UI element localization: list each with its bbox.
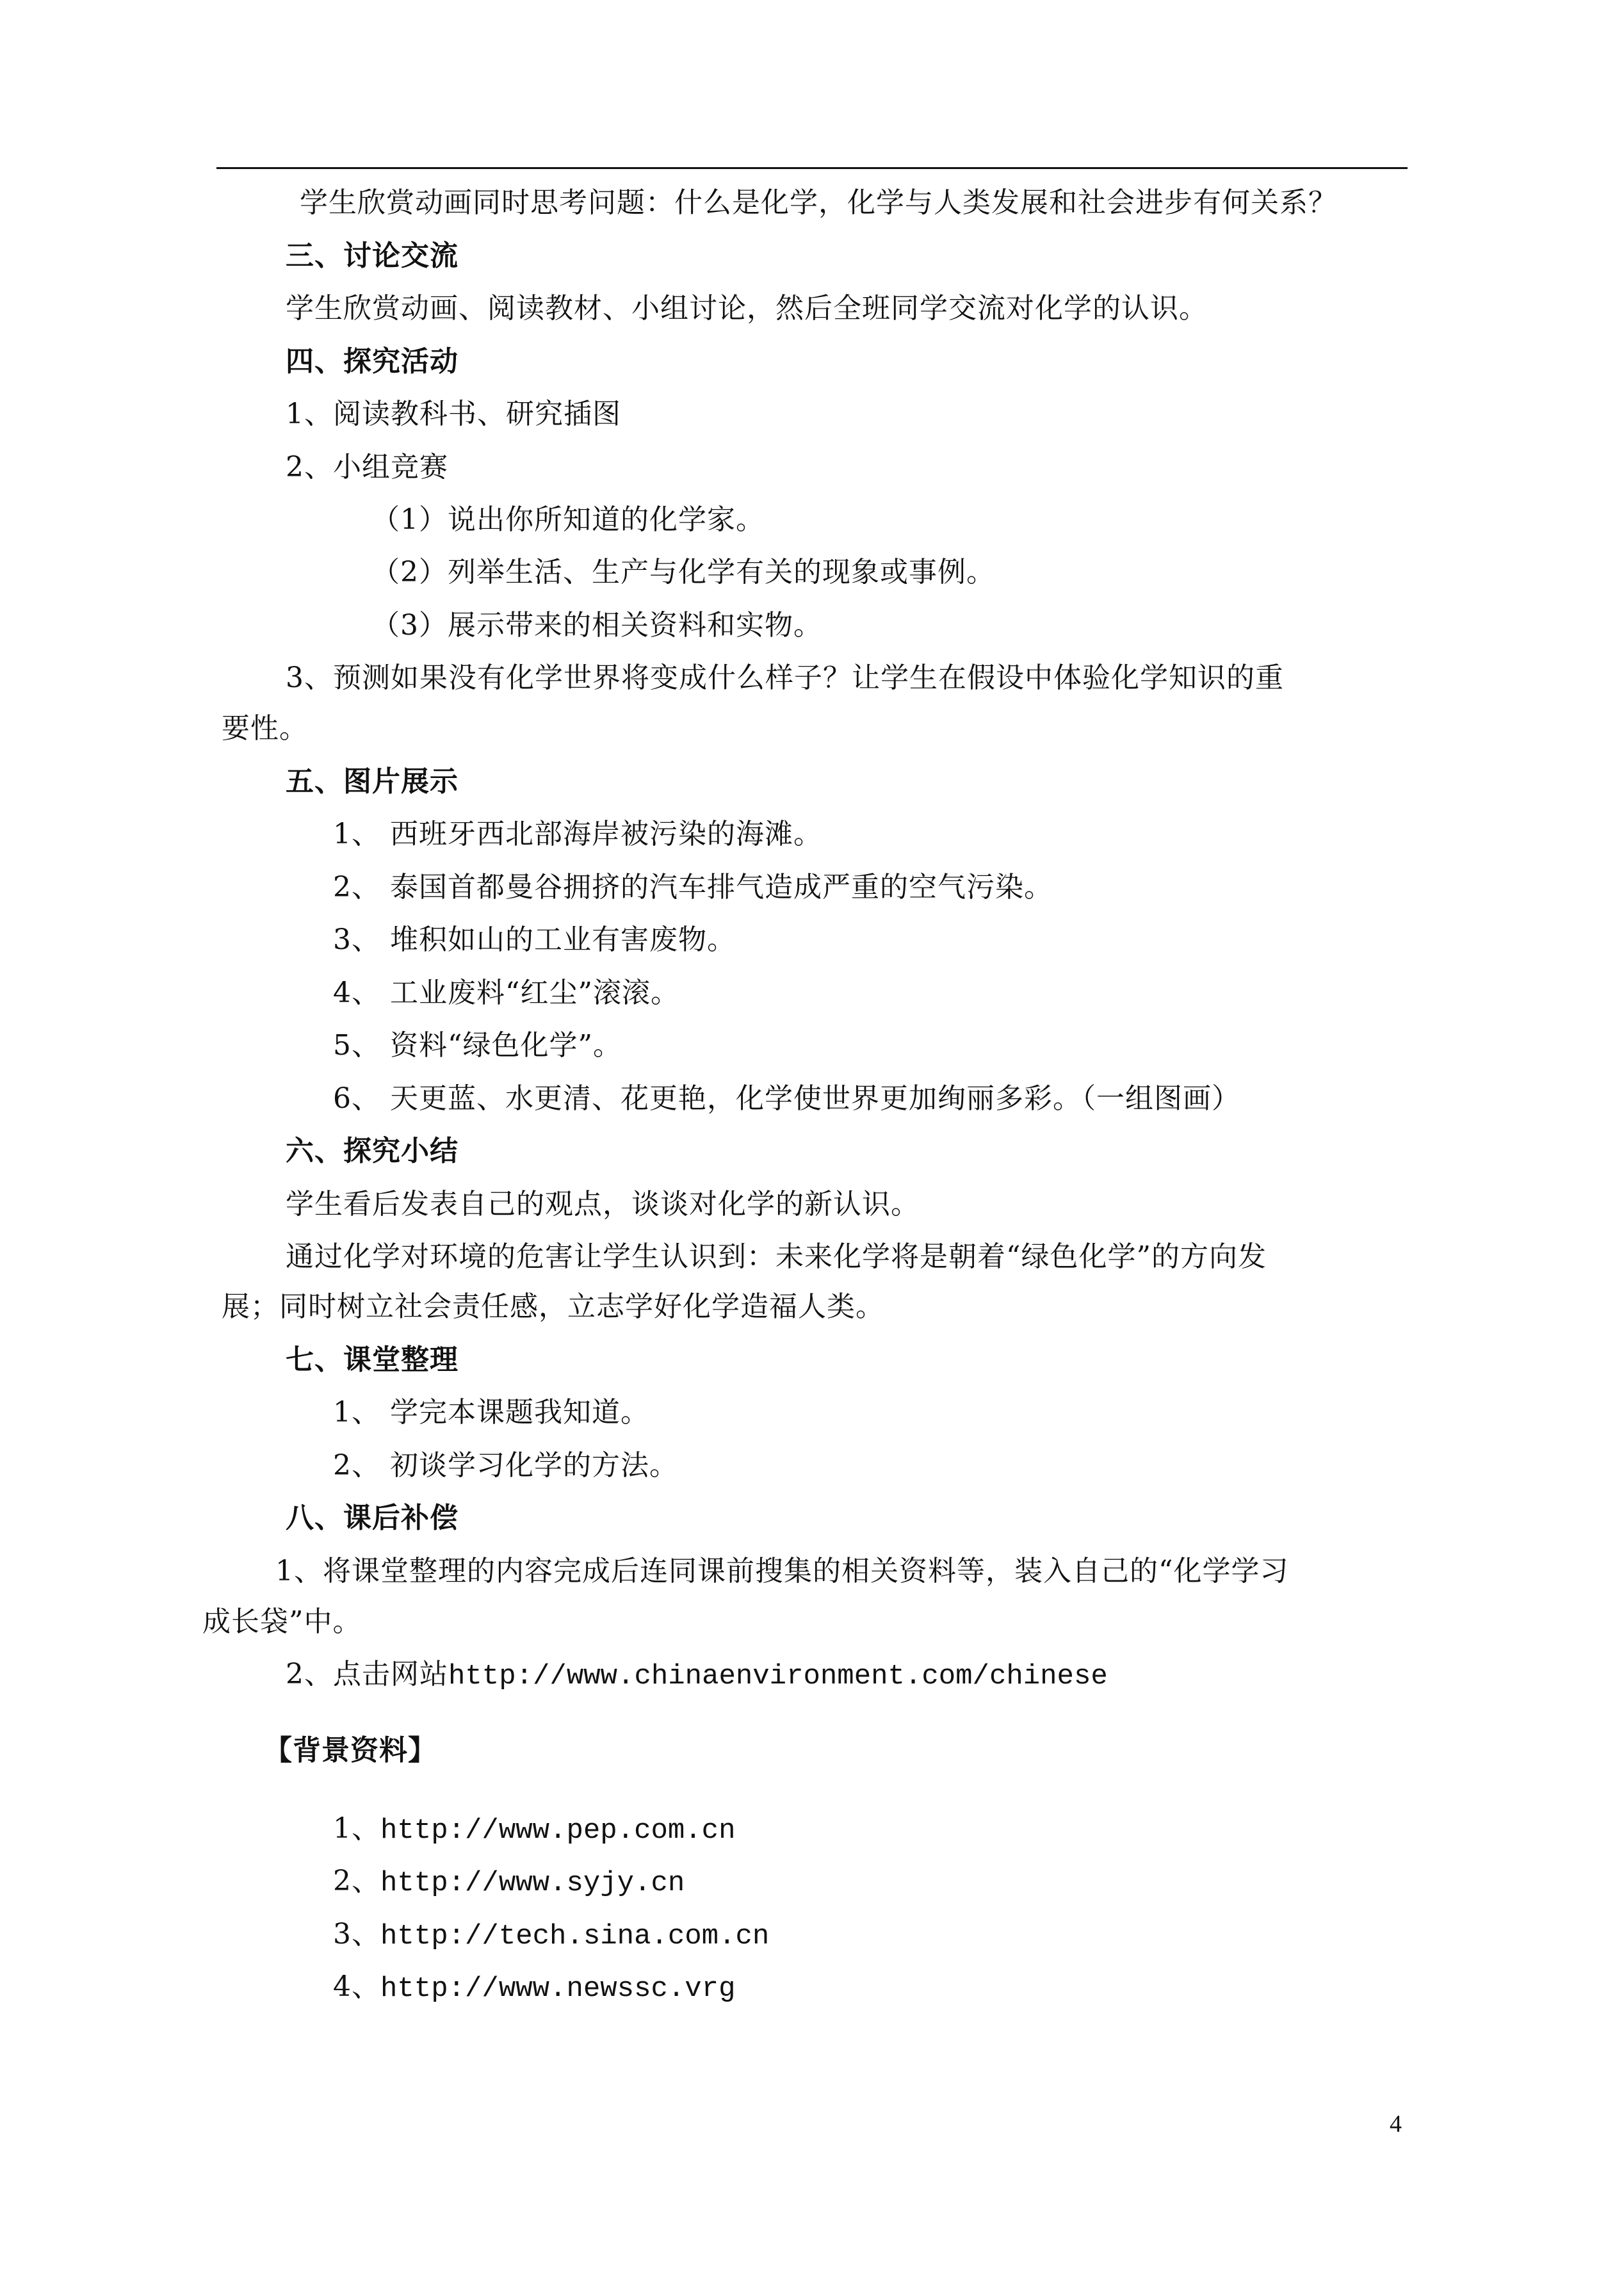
sina-tech-link[interactable]: http://tech.sina.com.cn xyxy=(380,1920,770,1952)
syjy-link[interactable]: http://www.syjy.cn xyxy=(380,1867,685,1899)
background-link-2-number: 2、 xyxy=(333,1865,380,1897)
section-8-item-2 xyxy=(286,1655,1108,1694)
section-4-item-1: 1、阅读教科书、研究插图 xyxy=(286,398,621,430)
section-3-title: 三、讨论交流 xyxy=(286,239,459,272)
background-link-4 xyxy=(333,1968,736,2006)
section-4-item-3-line-1: 3、预测如果没有化学世界将变成什么样子？让学生在假设中体验化学知识的重 xyxy=(286,661,1284,694)
section-4-title: 四、探究活动 xyxy=(286,345,459,378)
newssc-link[interactable]: http://www.newssc.vrg xyxy=(380,1973,736,2005)
page-number: 4 xyxy=(1390,2111,1402,2137)
section-4-item-2: 2、小组竞赛 xyxy=(286,451,448,483)
background-link-1 xyxy=(333,1810,736,1848)
section-4-sub-2: （2）列举生活、生产与化学有关的现象或事例。 xyxy=(371,556,995,588)
background-link-2 xyxy=(333,1862,685,1901)
section-4-item-3-line-2: 要性。 xyxy=(222,712,308,745)
chinaenvironment-link[interactable]: http://www.chinaenvironment.com/chinese xyxy=(448,1660,1108,1692)
section-4-sub-3: （3）展示带来的相关资料和实物。 xyxy=(371,609,822,642)
section-6-text-1: 学生看后发表自己的观点，谈谈对化学的新认识。 xyxy=(286,1188,920,1220)
section-7-item-2: 2、 初谈学习化学的方法。 xyxy=(333,1449,678,1482)
section-5-title: 五、图片展示 xyxy=(286,765,459,798)
background-link-1-number: 1、 xyxy=(333,1812,380,1845)
section-5-item-1: 1、 西班牙西北部海岸被污染的海滩。 xyxy=(333,818,822,850)
section-8-item-2-prefix: 2、点击网站 xyxy=(286,1658,448,1691)
section-5-item-3: 3、 堆积如山的工业有害废物。 xyxy=(333,923,736,956)
header-rule xyxy=(216,167,1408,169)
section-5-item-4: 4、 工业废料“红尘”滚滚。 xyxy=(333,977,679,1009)
background-link-3 xyxy=(333,1915,769,1954)
section-3-text: 学生欣赏动画、阅读教材、小组讨论，然后全班同学交流对化学的认识。 xyxy=(286,292,1208,325)
section-6-text-2-line-2: 展；同时树立社会责任感，立志学好化学造福人类。 xyxy=(222,1290,884,1323)
background-link-3-number: 3、 xyxy=(333,1918,380,1950)
background-title: 【背景资料】 xyxy=(264,1734,437,1767)
section-8-item-1-line-1: 1、将课堂整理的内容完成后连同课前搜集的相关资料等，装入自己的“化学学习 xyxy=(275,1555,1289,1587)
background-link-4-number: 4、 xyxy=(333,1970,380,2003)
section-6-title: 六、探究小结 xyxy=(286,1135,459,1167)
section-7-title: 七、课堂整理 xyxy=(286,1343,459,1376)
section-6-text-2-line-1: 通过化学对环境的危害让学生认识到：未来化学将是朝着“绿色化学”的方向发 xyxy=(286,1240,1267,1273)
section-8-item-1-line-2: 成长袋”中。 xyxy=(202,1605,362,1638)
pep-link[interactable]: http://www.pep.com.cn xyxy=(380,1815,736,1847)
intro-paragraph: 学生欣赏动画同时思考问题：什么是化学，化学与人类发展和社会进步有何关系？ xyxy=(300,186,1337,219)
section-7-item-1: 1、 学完本课题我知道。 xyxy=(333,1396,649,1429)
section-5-item-2: 2、 泰国首都曼谷拥挤的汽车排气造成严重的空气污染。 xyxy=(333,871,1053,904)
section-5-item-6: 6、 天更蓝、水更清、花更艳，化学使世界更加绚丽多彩。（一组图画） xyxy=(333,1082,1240,1115)
section-4-sub-1: （1）说出你所知道的化学家。 xyxy=(371,503,765,536)
section-5-item-5: 5、 资料“绿色化学”。 xyxy=(333,1029,622,1062)
section-8-title: 八、课后补偿 xyxy=(286,1502,459,1534)
